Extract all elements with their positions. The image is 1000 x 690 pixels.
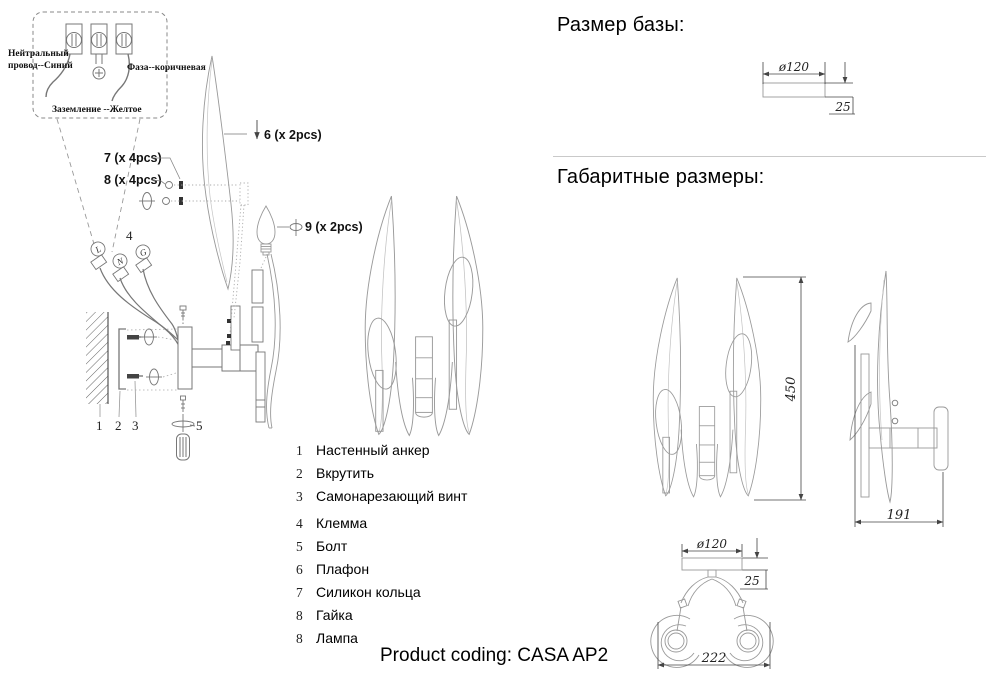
base-thickness-dim: 25 bbox=[835, 100, 851, 114]
wall-hatch bbox=[86, 312, 108, 404]
part-name: Самонарезающий винт bbox=[316, 488, 468, 504]
parts-list-item bbox=[296, 584, 467, 607]
part-number: 4 bbox=[296, 516, 303, 531]
callout-part3: 3 bbox=[132, 418, 139, 433]
base-diameter-dim: ø120 bbox=[778, 60, 810, 74]
neutral-wire-label-line1: Нейтральный bbox=[8, 49, 69, 59]
bolt-part5 bbox=[172, 396, 195, 432]
part-number: 6 bbox=[296, 562, 303, 577]
product-coding-text: Product coding: CASA AP2 bbox=[380, 645, 609, 666]
terminal-n-label: N bbox=[115, 255, 125, 268]
part-name: Силикон кольца bbox=[316, 584, 421, 600]
mounting-plate bbox=[178, 327, 258, 389]
wiring-detail-box bbox=[8, 12, 206, 118]
parts-list-item bbox=[296, 465, 467, 488]
callout-part9: 9 (x 2pcs) bbox=[305, 220, 363, 234]
depth-dimension bbox=[855, 345, 943, 527]
side-view bbox=[848, 271, 948, 502]
section-divider bbox=[553, 156, 986, 157]
parts-list-item bbox=[296, 488, 467, 511]
terminal-g-label: G bbox=[138, 246, 148, 259]
callout-part6: 6 (x 2pcs) bbox=[264, 128, 322, 142]
callout-part1: 1 bbox=[96, 418, 103, 433]
parts-list-item bbox=[296, 515, 467, 538]
phase-wire bbox=[112, 54, 129, 101]
base-size-title: Размер базы: bbox=[557, 14, 685, 36]
callout-part7: 7 (x 4pcs) bbox=[104, 151, 162, 165]
part-name: Лампа bbox=[316, 630, 358, 646]
part-number: 8 bbox=[296, 608, 303, 623]
part-name: Гайка bbox=[316, 607, 353, 623]
part-name: Болт bbox=[316, 538, 348, 554]
part-number: 5 bbox=[296, 539, 303, 554]
top-view bbox=[651, 537, 773, 669]
callout-part4: 4 bbox=[126, 228, 133, 243]
overall-depth-dim: 191 bbox=[886, 508, 912, 523]
part-name: Клемма bbox=[316, 515, 368, 531]
part-number: 1 bbox=[296, 443, 303, 458]
parts-list-item bbox=[296, 607, 467, 630]
callout-part2: 2 bbox=[115, 418, 122, 433]
ground-wire-label: Заземление --Желтое bbox=[52, 105, 142, 115]
overall-size-title: Габаритные размеры: bbox=[557, 166, 765, 188]
self-tapping-screws bbox=[127, 329, 162, 385]
dimension-lamp-front bbox=[652, 278, 761, 497]
arm-pin-1 bbox=[226, 341, 230, 345]
shade-edge-profile bbox=[267, 254, 281, 428]
part-number: 2 bbox=[296, 466, 303, 481]
part-name: Вкрутить bbox=[316, 465, 375, 481]
stud-pin-2 bbox=[227, 334, 231, 338]
callout-part8: 8 (x 4pcs) bbox=[104, 173, 162, 187]
overall-height-dim: 450 bbox=[784, 376, 799, 402]
parts-list-item bbox=[296, 538, 467, 561]
part-name: Плафон bbox=[316, 561, 370, 577]
parts-list-item bbox=[296, 561, 467, 584]
stud-pin-1 bbox=[227, 319, 231, 323]
top-screw bbox=[180, 306, 186, 326]
candle-bulb bbox=[257, 206, 289, 255]
shade-part6 bbox=[202, 56, 247, 289]
overall-base-diameter-dim: ø120 bbox=[696, 537, 728, 551]
assembled-lamp-front bbox=[364, 196, 483, 435]
overall-width-dim: 222 bbox=[701, 651, 727, 666]
callout-part5: 5 bbox=[196, 418, 203, 433]
terminal-l-label: L bbox=[93, 243, 103, 256]
screwdriver bbox=[177, 434, 190, 460]
silicone-ring bbox=[290, 219, 302, 236]
part-number: 7 bbox=[296, 585, 303, 600]
part-number: 8 bbox=[296, 631, 303, 646]
parts-list-item bbox=[296, 442, 467, 465]
mounting-bracket bbox=[119, 329, 126, 389]
part-name: Настенный анкер bbox=[316, 442, 430, 458]
neutral-wire-label-line2: провод--Синий bbox=[8, 61, 73, 71]
phase-wire-label: Фаза--коричневая bbox=[127, 63, 206, 73]
base-size-drawing bbox=[763, 60, 855, 114]
parts-list bbox=[296, 442, 467, 653]
part-number: 3 bbox=[296, 489, 303, 504]
overall-base-thickness-dim: 25 bbox=[744, 574, 760, 588]
